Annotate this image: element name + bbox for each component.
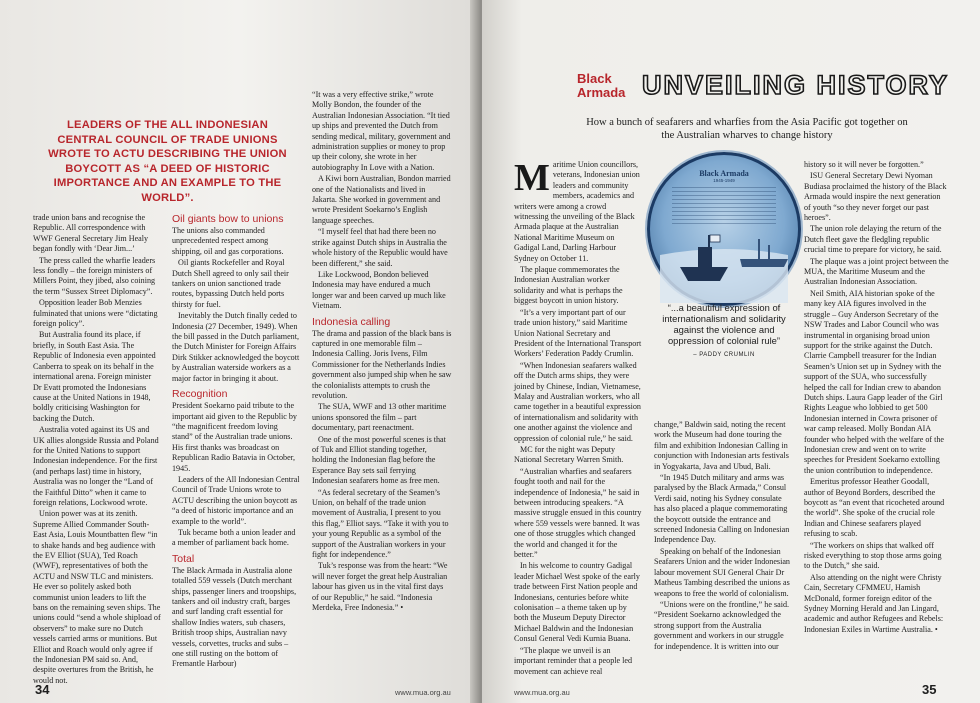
heading-recognition: Recognition — [172, 388, 228, 401]
paragraph: “Australian wharfies and seafarers fought tooth and nail for the independence of Indonesia,” he said in between introducing speakers. “A massive struggle ensued in this country where 559 vessels were banned. It was one of those struggles which changed the world and changed it for the better.” — [514, 466, 642, 560]
right-column-2 — [654, 420, 794, 653]
heading-total: Total — [172, 552, 195, 565]
paragraph: “It was a very effective strike,” wrote Molly Bondon, the founder of the Australian Indonesian Association. “It tied up ships and prevented the Dutch from sending medical, military, government and administration supplies or money to prop up their colony, she wrote in her autobiography In Love with a Nation. — [312, 90, 451, 172]
left-column-2 — [172, 209, 300, 671]
paragraph: Like Lockwood, Bondon believed Indonesia may have endured a much longer war and been carved up much like Vietnam. — [312, 269, 446, 311]
pull-quote-right — [654, 302, 794, 361]
left-page — [0, 0, 480, 703]
paragraph: The union role delaying the return of the Dutch fleet gave the fledgling republic crucial time to prepare for victory, he said. — [804, 224, 942, 255]
quote-attribution: – PADDY CRUMLIN — [693, 352, 755, 358]
paragraph: history so it will never be forgotten.” — [804, 160, 924, 169]
paragraph: In his welcome to country Gadigal leader Michael West spoke of the early trade between First Nation people and Indonesians, centuries before white colonisation – a theme taken up by both the Museum Deputy Director Michael Baldwin and the Indonesian Consul General Vedi Kurnia Buana. — [514, 561, 640, 644]
right-column-3 — [804, 160, 949, 636]
paragraph: Tuk became both a union leader and a member of parliament back home. — [172, 527, 296, 548]
paragraph: The unions also commanded unprecedented respect among shipping, oil and gas corporations. — [172, 226, 284, 256]
paragraph: Speaking on behalf of the Indonesian Seafarers Union and the wider Indonesian labour movement SUI General Chair Dr Matheus Tambing described the unions as weapons to free the world of colonialism. — [654, 546, 790, 598]
paragraph: trade union bans and recognise the Republic. All correspondence with WWF General Secretary Jim Healy began fondly with ‘Dear Jim...’ — [33, 213, 149, 254]
paragraph: Also attending on the night were Christy Cain, Secretary CFMMEU, Hamish McDonald, former foreign editor of the Sydney Morning Herald and Jan Lingard, academic and author Refugees and Rebels: Indonesian Exiles in Wartime Australia. • — [804, 572, 944, 634]
paragraph: Neil Smith, AIA historian spoke of the many key AIA figures involved in the struggle – Guy Anderson Secretary of the NSW Trades and Labor Council who was instrumental in organising broad union support for the strike against the Dutch. Clarrie Campbell treasurer for the Indian Seamen’s Union set up in Sydney with the support of the SUA, who successfully helped the call for Indian crew to abandon Dutch ships. Laura Gapp leader of the Girl Rights League who lobbied to get 500 Indonesian interned in Cowra prisoner of war camp released. Molly Bondan AIA founder who helped with the welfare of the Indonesian crew and went on to write speeches for President Soekarno extolling the union contribution to independence. — [804, 288, 945, 475]
paragraph: A Kiwi born Australian, Bondon married one of the Nationalists and lived in Jakarta. She worked in government and wrote President Soekarno’s English language speeches. — [312, 174, 451, 225]
plaque-title: Black Armada — [699, 169, 749, 178]
drop-cap: M — [514, 157, 550, 199]
heading-indonesia-calling: Indonesia calling — [312, 315, 391, 328]
paragraph: “I myself feel that had there been no strike against Dutch ships in Australia the whole history of the Republic would have been different,” she said. — [312, 227, 448, 268]
standfirst: How a bunch of seafarers and wharfies from the Asia Pacific got together on the Australian wharves to change history — [586, 117, 908, 141]
right-column-1 — [514, 157, 642, 678]
section-total — [172, 566, 300, 670]
paragraph: Australia voted against its US and UK allies alongside Russia and Poland for the United Nations to support Indonesian independence. For the first (and perhaps last) time in history, Australia was no longer the “Land of the Faithful Ditto” when it came to foreign relations, Lockwood wrote. — [33, 425, 159, 507]
left-column-1 — [33, 213, 161, 687]
paragraph: Union power was at its zenith. Supreme Allied Commander South-East Asia, Louis Mountbatten flew “in to shake hands and beg audience with the EV Elliot (SUA), Ted Roach (WWF), representatives of both the ACTU and NSW TLC and ministers. He ever so politely asked both communist union leaders to lift the bans on the remaining seven ships. The unions could “send a whole shipload of observers” to make sure no Dutch vessels carried arms or munitions. But Elliot and Roach would only agree if the Indonesian PM said so. And, despite overtures from the British, he would not. — [33, 509, 161, 685]
footer-url-right: www.mua.org.au — [514, 688, 570, 697]
section-recognition — [172, 401, 300, 549]
paragraph: The press called the wharfie leaders less fondly – the foreign ministers of Millers Point, they jibed, also coining the term “Sussex Street Diplomacy”. — [33, 255, 156, 296]
paragraph: “The plaque we unveil is an important reminder that a people led movement can achieve real — [514, 645, 632, 676]
paragraph: “When Indonesian seafarers walked off the Dutch arms ships, they were joined by Chinese, Indian, Vietnamese, Malay and Australian workers, who all came together in a beautiful expression of internationalism and solidarity with one another against the violence and oppression of colonial rule,” he said. — [514, 360, 641, 443]
paragraph: “As federal secretary of the Seamen’s Union, on behalf of the trade union movement of Australia, I present to you this flag,” Elliot says. “Take it with you to your young Republic as a symbol of the support of the Australian workers in your fight for independence.” — [312, 487, 449, 560]
page-number-right: 35 — [922, 682, 937, 697]
paragraph: MC for the night was Deputy National Secretary Warren Smith. — [514, 444, 624, 465]
page-number-left: 34 — [35, 682, 50, 697]
paragraph: Leaders of the All Indonesian Central Council of Trade Unions wrote to ACTU describing the union boycott as “a deed of historic importance and an example to the world”. — [172, 474, 300, 526]
left-column-3 — [312, 90, 452, 615]
paragraph: Tuk’s response was from the heart: “We will never forget the great help Australian labour has given us in the vital first days of our Republic,” he said. “Indonesia Merdeka, Free Indonesia.” • — [312, 561, 448, 613]
paragraph: The SUA, WWF and 13 other maritime unions sponsored the film – part documentary, part reenactment. — [312, 402, 447, 433]
paragraph: change,” Baldwin said, noting the recent work the Museum had done touring the film and exhibition Indonesian Calling in conjunction with Indonesian arts festivals in Yogyakarta, Java and Ubud, Bali. — [654, 420, 789, 471]
plaque-photo — [647, 152, 801, 306]
quote-text: “...a beautiful expression of internationalism and solidarity against the violence and oppression of colonial rule” — [662, 302, 786, 346]
paragraph: aritime Union councillors, veterans, Indonesian union leaders and community members, academics and writers were among a crowd witnessing the unveiling of the Black Armada plaque at the Australian National Maritime Museum on Gadigal Land, Darling Harbour Sydney on October 11. — [514, 160, 640, 263]
section-oil-giants — [172, 226, 300, 384]
paragraph: “In 1945 Dutch military and arms was paralysed by the Black Armada,” Consul Verdi said, noting his Sydney consulate has also placed a plaque commemorating the boycott outside the entrance and screened Indonesia Calling on Indonesian Independence Day. — [654, 473, 790, 545]
paragraph: One of the most powerful scenes is that of Tuk and Elliot standing together, holding the Indonesian flag before the Esperance Bay sets sail ferrying Indonesian seafarers home as free men. — [312, 434, 446, 486]
paragraph: The plaque was a joint project between the MUA, the Maritime Museum and the Australian Indonesian Association. — [804, 256, 949, 287]
article-title: UNVEILING HISTORY — [642, 70, 950, 100]
paragraph: Oil giants Rockefeller and Royal Dutch Shell agreed to only sail their tankers on union sanctioned trade routes, bypassing Dutch held ports thirsty for fuel. — [172, 258, 289, 309]
paragraph: The plaque commemorates the Indonesian Australian worker solidarity and what is perhaps the biggest boycott in union history. — [514, 265, 623, 306]
paragraph: Inevitably the Dutch finally ceded to Indonesia (27 December, 1949). When the bill passed in the Dutch parliament, the Dutch Minister for Foreign Affairs Dirk Stikker acknowledged the boycott by Australian waterside workers as a major factor in bringing it about. — [172, 311, 300, 383]
paragraph: “Unions were on the frontline,” he said. “President Soekarno acknowledged the strong support from the Australia government and workers in our struggle for independence. It is written into our — [654, 599, 790, 651]
plaque-years: 1945-1949 — [713, 178, 735, 183]
section-bondon — [312, 90, 452, 312]
footer-url-left: www.mua.org.au — [395, 688, 451, 697]
paragraph: ISU General Secretary Dewi Nyoman Budiasa proclaimed the history of the Black Armada would inspire the next generation of youth “so they never forget our past heroes”. — [804, 171, 947, 223]
plaque-inscription — [672, 187, 776, 225]
section-indonesia-calling — [312, 329, 452, 614]
paragraph: But Australia found its place, if briefly, in South East Asia. The Republic of Indonesia even appointed Canberra to speak on its behalf in the international arena. Foreign minister Dr Evatt promoted the Indonesians cause at the United Nations in 1948, boldly criticising Washington for backing the Dutch. — [33, 330, 156, 423]
paragraph: Opposition leader Bob Menzies fulminated that unions were “dictating foreign policy”. — [33, 298, 158, 329]
pull-quote-left: LEADERS OF THE ALL INDONESIAN CENTRAL COUNCIL OF TRADE UNIONS WROTE TO ACTU DESCRIBING THE UNION BOYCOTT AS “A DEED OF HISTORIC IMPORTANCE AND AN EXAMPLE TO THE WORLD”. — [48, 119, 287, 204]
paragraph: “The workers on ships that walked off risked everything to stop those arms going to the Dutch,” she said. — [804, 540, 942, 571]
paragraph: President Soekarno paid tribute to the important aid given to the Republic by “the magnificent freedom loving stand” of the Australian trade unions. His first thanks was broadcast on Republican Radio Batavia in October, 1945. — [172, 401, 297, 473]
paragraph: “It’s a very important part of our trade union history,” said Maritime Union National Secretary and President of the International Transport Workers’ Federation Paddy Crumlin. — [514, 307, 642, 359]
paragraph: Emeritus professor Heather Goodall, author of Beyond Borders, described the boycott as “an event that ricocheted around the world”. She spoke of the crucial role Indian and Chinese seafarers played refusing to scab. — [804, 477, 945, 539]
paragraph: The drama and passion of the black bans is captured in one memorable film – Indonesia Calling. Joris Ivens, Film Commissioner for the Netherlands Indies government also jumped ship when he saw the colonialists attempts to crush the revolution. — [312, 328, 452, 400]
heading-oil-giants: Oil giants bow to unions — [172, 213, 284, 225]
right-page — [482, 0, 980, 703]
right-column-1-text — [514, 157, 642, 677]
section-tag: Black Armada — [577, 71, 626, 100]
paragraph: The Black Armada in Australia alone totalled 559 vessels (Dutch merchant ships, passenger liners and troopships, tankers and oil industry craft, barges and surf landing craft essential for shallow Indies waters, sub chasers, British troop ships, Australian navy vessels, corvettes, trucks and subs – one still rusting on the bottom of Fremantle Harbour) — [172, 565, 297, 669]
